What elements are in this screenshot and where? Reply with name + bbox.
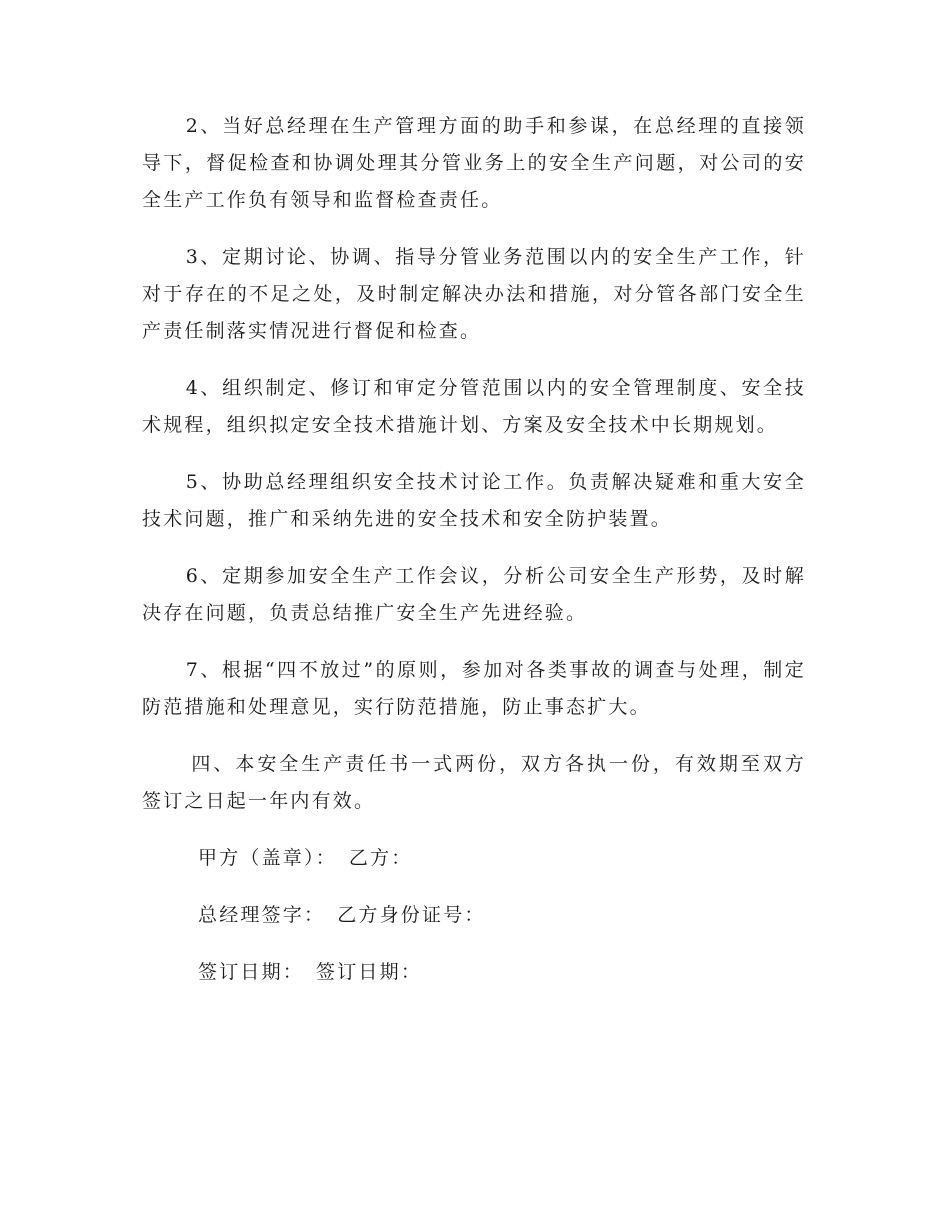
gm-signature-label: 总经理签字： (198, 904, 326, 926)
clause-2: 2、当好总经理在生产管理方面的助手和参谋，在总经理的直接领导下，督促检查和协调处理其分管业务上的安全生产问题，对公司的安全生产工作负有领导和监督检查责任。 (142, 115, 806, 211)
signature-dates-line (142, 954, 806, 991)
clause-7: 7、根据“四不放过”的原则，参加对各类事故的调查与处理，制定防范措施和处理意见，实行防范措施，防止事态扩大。 (142, 659, 806, 718)
party-b-label: 乙方： (348, 847, 413, 869)
party-b-id-label: 乙方身份证号： (337, 904, 486, 926)
section-4-validity: 四、本安全生产责任书一式两份，双方各执一份，有效期至双方签订之日起一年内有效。 (142, 753, 806, 812)
clause-4: 4、组织制定、修订和审定分管范围以内的安全管理制度、安全技术规程，组织拟定安全技术措施计划、方案及安全技术中长期规划。 (142, 377, 806, 436)
clause-5: 5、协助总经理组织安全技术讨论工作。负责解决疑难和重大安全技术问题，推广和采纳先进的安全技术和安全防护装置。 (142, 471, 806, 530)
party-a-seal-label: 甲方（盖章）： (198, 847, 337, 869)
signature-parties-line (142, 840, 806, 877)
sign-date-a-label: 签订日期： (198, 961, 305, 983)
clause-3: 3、定期讨论、协调、指导分管业务范围以内的安全生产工作，针对于存在的不足之处，及时制定解决办法和措施，对分管各部门安全生产责任制落实情况进行督促和检查。 (142, 246, 806, 342)
document-body (142, 108, 806, 1011)
signature-names-line (142, 897, 806, 934)
clause-6: 6、定期参加安全生产工作会议，分析公司安全生产形势，及时解决存在问题，负责总结推广安全生产先进经验。 (142, 565, 806, 624)
sign-date-b-label: 签订日期： (316, 961, 423, 983)
